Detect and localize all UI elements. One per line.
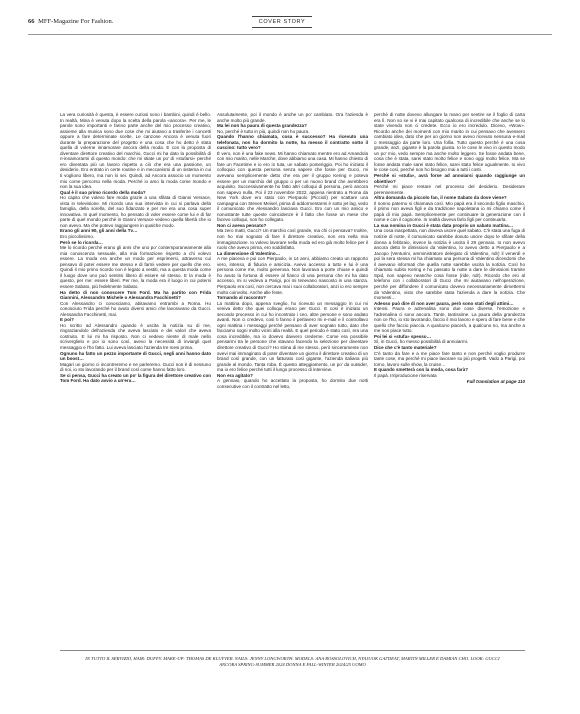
header-rule [28, 34, 552, 35]
interview-answer: perché di notte dovevo allungare la mano per sentire se il foglio di carta era lì. Non so se vi è mai capitato qualcosa di incredibile che anche se lo state vivendo non ci credete. Ecco io ero incredulo. Dicevo, «Wow». Ricordo anche dei momenti con mio marito in cui pensavo che avessero cambiato idea, dato che per un giorno non avevo ricevuto nessuna e-mail o messaggio da parte loro. Una follia. Tutto questo perché è una cosa grande, anzi, gigante è la parola giusta. Io le cose le vivo in questo modo un po' mio, vedo sempre ma anche molto leggero. Se fosse andata bene, cosa che è stata, sarei stato molto felice e sono oggi molto felice. Ma se fosse andata male sarei stato felice, sarei stato felice ugualmente. Io vivo le cose così, perché non ho bisogno mai a tutti i costi. [374, 112, 525, 173]
interview-answer: Ma zero matti, Gucci? Un marchio così grande, ma chi ci pensava? Inoltre, non ho mai sognato di fare il direttore creativo, non era nella mia immaginazione. Io volevo lavorare nella moda ed ero già molto felice per il ruolo che avevo prima, ero soddisfatto. [217, 228, 368, 251]
folio [28, 18, 113, 25]
interview-question: Altra domanda da piccolo fan, il nome Sabato da dove viene? [374, 195, 507, 201]
interview-question: Dice che c'è tanto materiale? [374, 344, 437, 350]
interview-answer: Magari un giorno ci incontreremo e ne parleremo. Gucci non è di nessuno di noi, io sto lavorando per il brand così come hanno fatto loro. [60, 361, 211, 373]
interview-answer: A me piaceva e poi con Pierpaolo, in 14 anni, abbiamo creato un rapporto vero, intenso, di fiducia e amicizia. Avevo accesso a tutto e lui è una persona come me, molto generosa. Non lavorava a porte chiuse e quindi ho avuto la fortuna di essere al fianco di una persona che mi ha dato accesso, mi si vedeva a Parigi, poi mi tenevano nascosto in una stanza. Pierpaolo era così, non cercava mai i suoi collaboratori, anzi io ero sempre molto coinvolto. Anche alle feste. [217, 256, 368, 295]
interview-answer: C'è tanto da fare e a me piace fare tanto e non perché voglio produrre tante cose, ma perché mi piace lavorare su più progetti. Vado a Parigi, poi torno, lavoro sulle show, la cruise… [374, 350, 525, 367]
interview-answer: Perché mi piace restare nel processo del desiderio. Desiderare perennemente. [374, 184, 525, 195]
interview-question: Non era agitato? [217, 372, 253, 378]
interview-question: Adesso può dire di non aver paura, però sono stati degli attimi… [374, 300, 514, 306]
interview-question: Però se lo ricorda… [60, 239, 103, 245]
interview-question: La sua nomina in Gucci è stata data proprio un sabato mattina… [374, 222, 514, 228]
interview-question: Erano gli anni 90, gli anni della Tv… [60, 228, 138, 234]
interview-answer: Ero piccolissimo. [60, 234, 95, 240]
interview-question: Quando l'hanno chiamata, cosa è successo? Ha ricevuto una telefonata, non ha dormito la notte, ha messo il contratto sotto il cuscino: tutto vero? [217, 134, 368, 151]
interview-question: Ha detto di non conoscere Tom Ford. Ma ha partito con Frida Giannini, Alessandro Michele o Alessandra Facchinetti? [60, 289, 211, 301]
section-label: COVER STORY [252, 16, 312, 28]
interview-answer: Assolutamente, poi il mondo è anche un po' cambiato. Ora l'azienda è anche molto più grande. [217, 112, 368, 123]
page-number: 66 [28, 18, 35, 25]
interview-question: Ma lei non ha paura di questa grandezza? [217, 123, 307, 129]
interview-answer: Me lo ricordo perché erano gli anni che uno po' contemporaneamente alla mia conoscenza sessuale, alla mia formazione rispetto a chi volevo essere. La moda era anche un modo per esprimersi, attraverso cui pensavo di poter essere me stesso e di farmi vedere per quello che ero. Quindi il mio primo ricordo non è legato a vestiti, ma a questa moda come il luogo dove uno può sentirsi libero di essere sé stesso. E la moda è questo, per me: essere liberi. Per me, la moda era il luogo in cui potersi essere Sabato, più fedelmente Sabato. [60, 245, 211, 289]
interview-answer: Sì, in Gucci, ho messo possibilità di annoiarmi. [374, 339, 469, 345]
translation-note: Full translation at page 110 [466, 379, 525, 385]
article-columns [60, 112, 525, 644]
photo-credits: IN TUTTO IL SERVIZIO, HAIR: DUFFY. MAKE-UP: THOMAS DE KLUYVER. NAILS: JENNY LONGWORTH. MODELS: ANA ROSSOLOVICH, NYAJUOK GAI'DEAT, MARTIN MILLER E DAMIAN CHO. LOOK: GUCCI ANCORA SPRING-SUMMER 2024 DONNA E FALL-WINTER 2024/25 UOMO [85, 656, 500, 668]
page-header [28, 18, 552, 32]
interview-question: La dimensione di Valentino… [217, 250, 281, 256]
interview-question: Se ci pensa, Gucci ha creato un po' la figura del direttore creativo con Tom Ford. Ha dato avvio a un'era… [60, 372, 211, 384]
interview-question: Ognuno ha fatto un pezzo importante di Gucci, negli anni hanno dato un boost… [60, 350, 211, 362]
interview-answer: È vero, non è una fake news. Mi hanno chiamato mentre ero ad Amandola con mio marito, nelle Marche, dove abbiamo una casa. Mi hanno chiesto di fare un Facetime e io ero in tuta, un sabato pomeriggio. Poi ho iniziato il colloquio con questa persona senza sapere che fosse per Gucci, mi avevano semplicemente detto che era per il gruppo Kering e poteva essere per un marchio del gruppo o per un nuovo brand che avrebbero acquisito. Successivamente ho fatto altri colloqui di persona, però ancora non sapevo nulla. Poi il 23 novembre 2022, appena rientrato a Roma da New York dove ero stato con Pierpaolo (Piccioli) per scattare una campagna con Steven Meisel, prima di addormentarmi è sotto jet lag, vedo il comunicato che Alessandro lasciava Gucci. Ero con un mio amico e nonostante tutte queste coincidenze è il fatto che fosse un mese che facevo colloqui, non ho collegato. [217, 150, 368, 223]
interview-answer: Il nonno paterno si chiamava così. Mio papà era il secondo figlio maschio, il primo non aveva figli e da tradizione napoletana io mi chiamo come il papà di mio papà. Semplicemente per continuare la generazione con il nome e con il cognome. In realtà doveva farlo figli per continuarla. [374, 200, 525, 223]
footer-rule [60, 650, 525, 651]
interview-answer: Con Alessandro ci conosciamo, abitavamo entrambi a Roma. Ho conosciuto Frida perché ho avuto diversi amici che lavoravano da Gucci. Alessandra Facchinetti, mai. [60, 300, 211, 317]
interview-question: E poi? [60, 317, 74, 323]
interview-question: Perché si «stufa», avrà forse ad annoiarsi quando raggiunge un obiettivo? [374, 173, 525, 184]
interview-question: Non ci aveva pensato? [217, 222, 267, 228]
interview-question: E quando smetterà con la moda, cosa farà? [374, 367, 468, 373]
interview-answer: Ho scritto ad Alessandro quando è uscita la notizia su di me, ringraziandolo dell'azienda che aveva lasciato e dei valori che aveva costruito. E lui mi ha risposto. Non ci vedevo niente di male nello scriverglielo e poi io sono così, avevo la necessità di inviargli quel messaggio e l'ho fatto. Lui aveva lasciato l'azienda tre mesi prima. [60, 322, 211, 350]
interview-question: Qual è il suo primo ricordo della moda? [60, 189, 146, 195]
interview-answer: A gennaio, quando ho accettato la proposta, ho dormito due notti consecutive con il contratto nel letto, [217, 378, 368, 389]
article-column-3 [374, 112, 525, 644]
interview-question: Tornando al racconto? [217, 295, 266, 301]
interview-answer: No, perché è tutto in più, quindi non ho paura. [217, 128, 310, 134]
interview-answer: La vera curiosità è questa, è essere curiosi sono i bambini, quindi è bello. In realtà, Mina è venuta dopo la scelta della parola «ancora». Per me, le parole sono importanti e fanno parte anche del mio processo creativo, assieme alla musica sono due cose che mi aiutano a trasferire i concetti oppure a fare determinate scelte. Le canzone Ancora è venuta fuori durante la preparazione del progetto e una cosa che ho detto è stata quella di volerne innamorare ancora della moda. E con la proposta di diventare direttore creativo del marchio, Gucci mi ha dato la possibilità di ri-innamorarmi di questo mondo: che mi stiate un po' di «stufarsi» perché ero diventata più un lavoro rispetto a ciò che era una passione, un desiderio. Ero entrato in certe routine e in meccanismi di un sistema in cui ti vogliono libero, ma non lo sei. Quindi, ad Ancora associo un momento mio come percorso nella moda. Perché io amo la moda come mondo e non la sua idea. [60, 112, 211, 190]
interview-answer: Ho capito che volevo fare moda grazie a una sfilata di Gianni Versace, vista in televisione. Mi ricordo una sua intervista in cui si parlava della famiglia, della sorella, del suo fidanzato e per me era una cosa super innovativa. In quel momento, ho pensato di voler essere come lui e di far parte di quel mondo perché in Gianni Versace vedevo quella libertà che io non avevo. Ma che potevo raggiungere in qualche modo. [60, 195, 211, 228]
magazine-title: MFF-Magazine For Fashion. [38, 18, 114, 25]
interview-answer: Il papà. Irriproducione riservata [374, 372, 437, 378]
interview-question: Poi lei si «stufa» spesso… [374, 333, 432, 339]
article-column-2 [217, 112, 368, 644]
interview-answer: La mattina dopo, appena sveglio, ho ricevuto un messaggio in cui mi veniva detto che quei colloqui erano per Gucci. E così è iniziato un secondo processo in cui ho incontrato i ceo, altre persone e sono andato avanti. Non ci credevo, così ti fanno il perlavero mi e-mail e il controllavo ogni mattina i messaggi perché pensavo di aver sognato tutto, dato che facciamo sogni molto vicini alla realtà. E quel periodo è stato così, era una cosa incredibile, ma io dovevo davvero crederne. Come era possibile pensarmi tra le persone che stavano facendo la selezione per diventare direttore creativo di Gucci? Ho stima di me stesso, però sinceramente non avevi mai immaginato di poter diventare un giorno il direttore creativo di un brand così grande, con un fatturato così gigante, l'azienda italiana più grande al mondo. Tanta roba. È questo atteggiamento, un po' da outsider, ma io ero felice perché tutti il lungo processo di interview. [217, 300, 368, 373]
article-column-1 [60, 112, 211, 644]
interview-answer: Una cosa inaspettata, non doveva uscire quel sabato. C'è stata una fuga di notizie di notte, il comunicato sarebbe dovuto uscire dopo le sfilate della donna a febbraio, invece la notizia è uscita il 29 gennaio. Io non avevo ancora detto le dimissioni da Valentino, lo avevo detto a Pierpaolo e a Jacopo (Venturini, amministratore delegato di Valentino, ndr) il venerdì e poi la sera stessa mi ha chiamato una persona di Valentino dicendomi che il avevano informati che quella notte sarebbe uscita la notizia. Così ho chiamato subito Kering e ho passato la notte a dare le dimissioni tramite Spid, non sapevo neanche cosa fosse (ride, ndr). Ricordo che ero al telefono con i collaboratori di Gucci che mi aiutavano nell'operazione, perché per diffondere il comunicato dovevo necessariamente dimettermi da Valentino, visto che sarebbe stata l'azienda a dare la notizia. Che momenti… [374, 228, 525, 301]
interview-answer: Intensi. Paura e adrenalina sono due cose diverse, l'emozione e l'adrenalina ci sono ancora. Tante, tantissime. La paura della grandezza non ce l'ho, io sto lavorando, faccio il mio lavoro e spero di fare bene e che quello che faccio piaccia. A qualcuno piacerà, a qualcuno no, ma anche a me non piace tutto. [374, 306, 525, 334]
